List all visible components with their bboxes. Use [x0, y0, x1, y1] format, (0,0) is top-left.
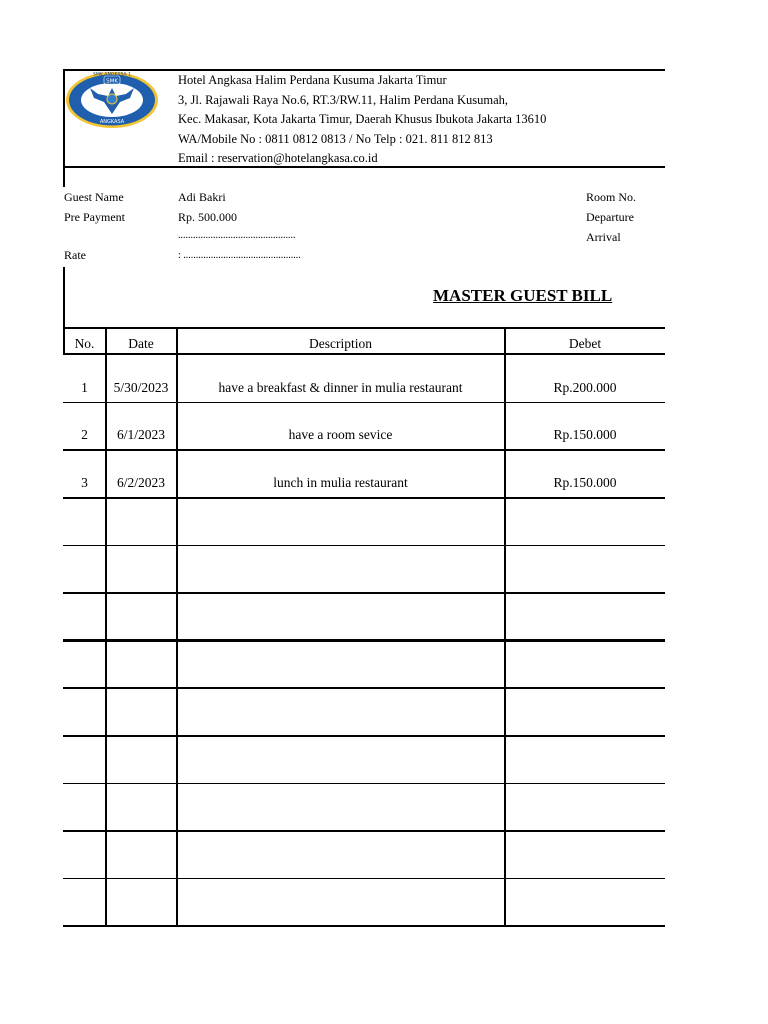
row-debet: Rp.150.000	[553, 427, 617, 443]
guest-name-label: Guest Name	[64, 190, 124, 204]
svg-text:SMK: SMK	[106, 78, 118, 85]
table-col-divider-1	[105, 328, 107, 925]
row-description: have a breakfast & dinner in mulia restaurant	[218, 379, 463, 395]
row-debet: Rp.200.000	[553, 379, 617, 395]
arrival-label: Arrival	[586, 230, 621, 244]
row-debet: Rp.150.000	[553, 474, 617, 490]
table-row-border	[63, 545, 665, 547]
row-no: 2	[81, 427, 88, 443]
table-row-border	[63, 878, 665, 880]
table-row-border	[63, 687, 665, 689]
title-left-border	[63, 267, 65, 328]
table-col-divider-2	[176, 328, 178, 925]
table-row-border	[63, 449, 665, 451]
svg-text:ANGKASA: ANGKASA	[99, 119, 125, 125]
hotel-logo	[64, 70, 160, 130]
hotel-contact: WA/Mobile No : 0811 0812 0813 / No Telp : 021. 811 812 813	[178, 131, 493, 146]
table-row-border	[63, 925, 665, 927]
col-header-no: No.	[74, 336, 95, 351]
guest-name-value: Adi Bakri	[178, 190, 226, 204]
col-header-description: Description	[309, 336, 372, 351]
prepayment-label: Pre Payment	[64, 210, 125, 224]
table-row-border	[63, 497, 665, 499]
table-row-border	[63, 783, 665, 785]
table-col-divider-3	[504, 328, 506, 925]
hotel-address-line1: 3, Jl. Rajawali Raya No.6, RT.3/RW.11, Halim Perdana Kusumah,	[178, 92, 508, 107]
row-date: 6/1/2023	[116, 427, 165, 443]
table-row-border	[63, 402, 665, 404]
table-header-top	[63, 327, 665, 329]
room-no-label: Room No.	[586, 190, 637, 204]
departure-label: Departure	[586, 210, 634, 224]
row-description: have a room sevice	[288, 427, 393, 443]
hotel-name: Hotel Angkasa Halim Perdana Kusuma Jakarta Timur	[178, 73, 447, 87]
table-row-border	[63, 639, 665, 642]
hotel-address-line2: Kec. Makasar, Kota Jakarta Timur, Daerah Khusus Ibukota Jakarta 13610	[178, 112, 547, 126]
row-date: 6/2/2023	[116, 474, 165, 490]
row-date: 5/30/2023	[113, 379, 169, 395]
table-row-border	[63, 735, 665, 737]
logo-emblem-icon	[64, 70, 160, 130]
hotel-email: Email : reservation@hotelangkasa.co.id	[178, 151, 378, 165]
row-no: 3	[81, 474, 88, 490]
row-description: lunch in mulia restaurant	[273, 474, 408, 490]
rate-label: Rate	[64, 248, 86, 262]
row-no: 1	[81, 379, 88, 395]
col-header-debet: Debet	[568, 336, 602, 351]
bill-title: MASTER GUEST BILL	[433, 286, 613, 305]
col-header-date: Date	[128, 336, 154, 351]
table-row-border	[63, 592, 665, 595]
table-row-border	[63, 830, 665, 832]
svg-text:SMK ANGKASA 1: SMK ANGKASA 1	[92, 72, 132, 78]
rate-value: : ...............................................	[178, 250, 301, 261]
prepayment-value: Rp. 500.000	[178, 210, 238, 224]
blank-dotted-line: ...............................................	[178, 230, 296, 241]
